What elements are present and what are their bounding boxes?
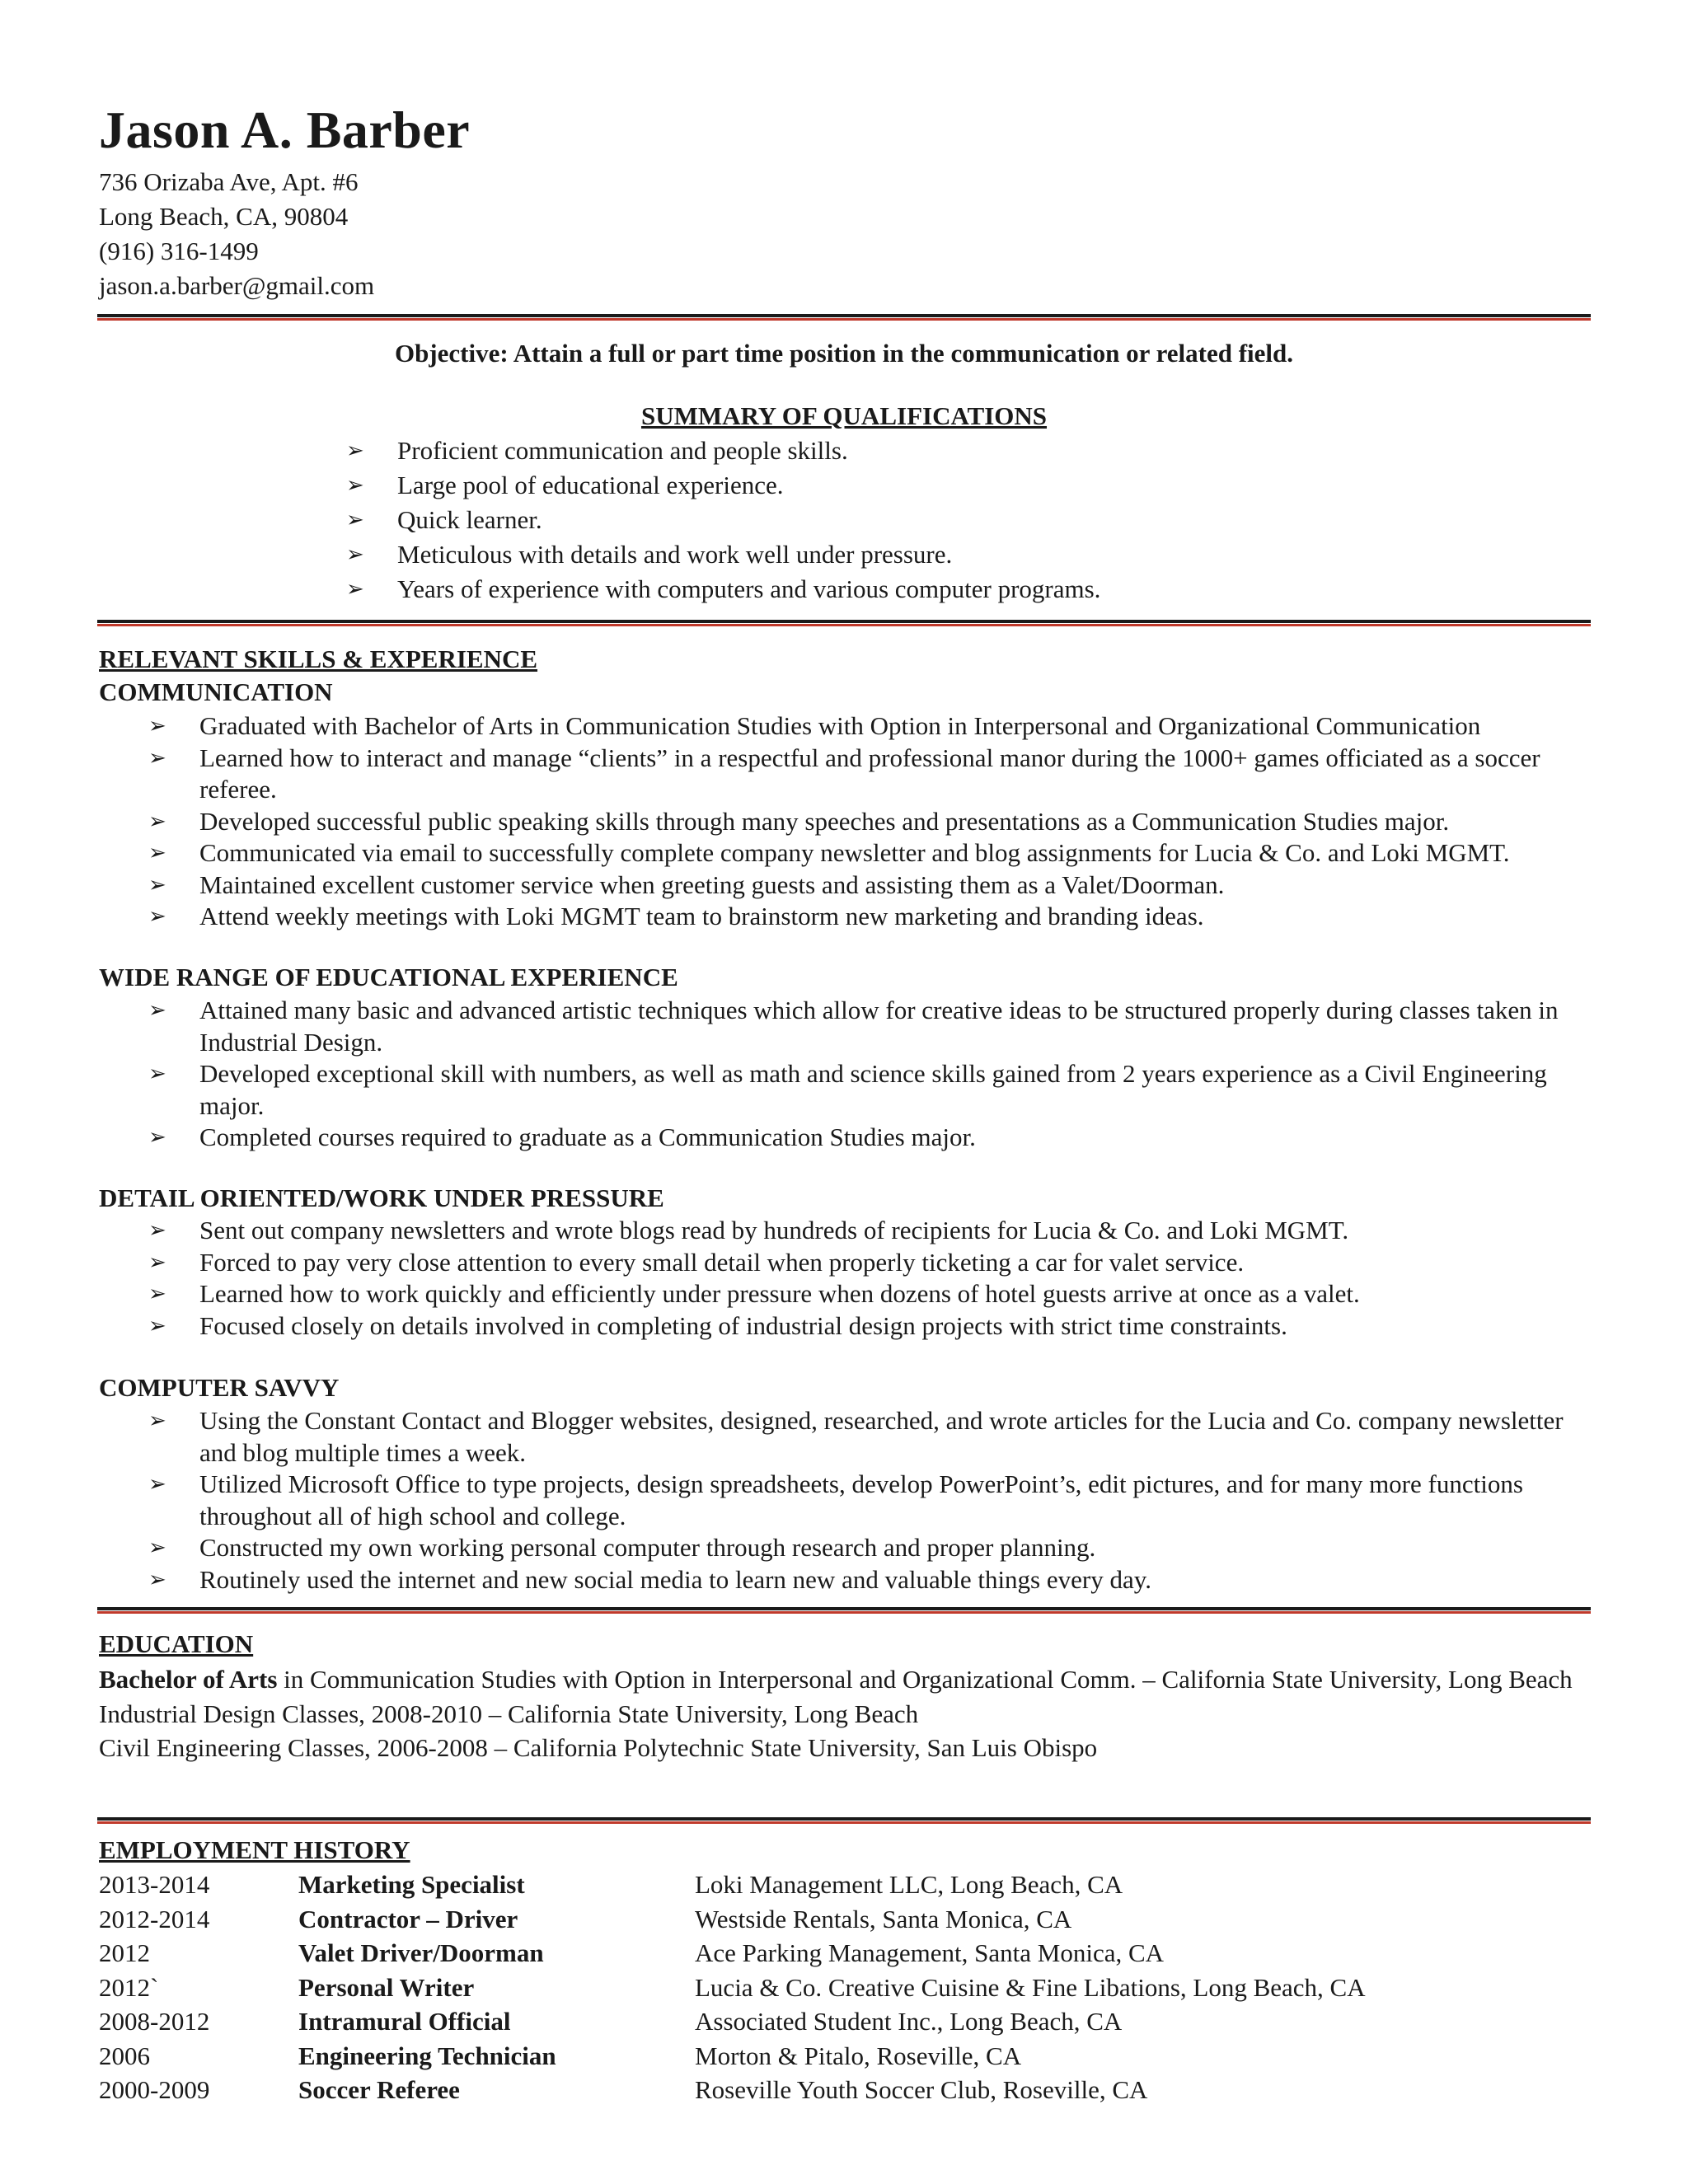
arrow-bullet-icon: ➢ bbox=[148, 1313, 166, 1338]
address-line-2: Long Beach, CA, 90804 bbox=[99, 202, 349, 231]
degree-title: Bachelor of Arts bbox=[99, 1665, 278, 1694]
arrow-bullet-icon: ➢ bbox=[148, 1062, 166, 1086]
resume-page: Jason A. Barber 736 Orizaba Ave, Apt. #6 Long Beach, CA, 90804 (916) 316-1499 jason.a.barber@gmail.com Objective: Attain a full or part time position in the communication or related field. SUMMARY OF QUALIFICATIONS ➢ Proficient communication and people skills. ➢ Large pool of educational experience. ➢ Quick learner. ➢ Meticulous with details and work well under pressure. ➢ Years of experience with computers and various computer programs. RELEVANT SKILLS & EXPERIENCE COMMUNICATION ➢ Graduated with Bachelor of Arts in Communication Studies with Option in Interpersonal and Organizational Communication ➢ Learned how to interact and manage “clients” in a respectful and professional manor during the 1000+ games officiated as a soccer referee. ➢ Developed successful public speaking skills through many speeches and presentations as a Communication Studies major. ➢ Communicated via email to successfully complete company newsletter and blog assignments for Lucia & Co. and Loki MGMT. ➢ Maintained excellent customer service when greeting guests and assisting them as a Valet/Doorman. ➢ Attend weekly meetings with Loki MGMT team to brainstorm new marketing and branding ideas. WIDE RANGE OF EDUCATIONAL EXPERIENCE ➢ Attained many basic and advanced artistic techniques which allow for creative ideas to be structured properly during classes taken in Industrial Design. ➢ Developed exceptional skill with numbers, as well as math and science skills gained from 2 years experience as a Civil Engineering major. ➢ Completed courses required to graduate as a Communication Studies major. DETAIL ORIENTED/WORK UNDER PRESSURE ➢ Sent out company newsletters and wrote blogs read by hundreds of recipients for Lucia & Co. and Loki MGMT. ➢ Forced to pay very close attention to every small detail when properly ticketing a car for valet service. ➢ Learned how to work quickly and efficiently under pressure when dozens of hotel guests arrive at once as a valet. ➢ Focused closely on details involved in completing of industrial design projects with strict time constraints. COMPUTER SAVVY ➢ Using the Constant Contact and Blogger websites, designed, researched, and wrote articles for the Lucia and Co. company newsletter and blog multiple times a week. ➢ Utilized Microsoft Office to type projects, design spreadsheets, develop PowerPoint’s, edit pictures, and for many more functions throughout all of high school and college. ➢ Constructed my own working personal computer through research and proper planning. ➢ Routinely used the internet and new social media to learn new and valuable things every day. EDUCATION Bachelor of Arts in Communication Studies with Option in Interpersonal and Organizational Comm. – California State University, Long Beach Industrial Design Classes, 2008-2010 – California State University, Long Beach Civil Engineering Classes, 2006-2008 – California Polytechnic State University, San Luis Obispo EMPLOYMENT HISTORY 2013-2014 Marketing Specialist Loki Management LLC, Long Beach, CA 2012-2014 Contractor – Driver Westside Rentals, Santa Monica, CA 2012 Valet Driver/Doorman Ace Parking Management, Santa Monica, CA 2012` Personal Writer Lucia & Co. Creative Cuisine & Fine Libations, Long Beach, CA 2008-2012 Intramural Official Associated Student Inc., Long Beach, CA 2006 Engineering Technician Morton & Pitalo, Roseville, CA 2000-2009 Soccer Referee Roseville Youth Soccer Club, Roseville, CA bbox=[0, 0, 1688, 2184]
summary-list bbox=[346, 434, 1100, 607]
detail-oriented-heading: DETAIL ORIENTED/WORK UNDER PRESSURE bbox=[99, 1183, 664, 1212]
computer-savvy-list bbox=[148, 1405, 1599, 1596]
arrow-bullet-icon: ➢ bbox=[148, 714, 166, 738]
list-item: ➢ Routinely used the internet and new social media to learn new and valuable things every day. bbox=[148, 1564, 1599, 1596]
email-address: jason.a.barber@gmail.com bbox=[99, 271, 375, 300]
arrow-bullet-icon: ➢ bbox=[148, 1218, 166, 1243]
arrow-bullet-icon: ➢ bbox=[148, 841, 166, 865]
list-item: ➢ Constructed my own working personal computer through research and proper planning. bbox=[148, 1532, 1599, 1564]
arrow-bullet-icon: ➢ bbox=[346, 438, 364, 463]
employment-heading: EMPLOYMENT HISTORY bbox=[99, 1835, 410, 1864]
arrow-bullet-icon: ➢ bbox=[148, 745, 166, 771]
contact-block bbox=[99, 165, 374, 303]
address-line-1: 736 Orizaba Ave, Apt. #6 bbox=[99, 167, 359, 196]
phone-number: (916) 316-1499 bbox=[99, 237, 259, 265]
communication-list bbox=[148, 710, 1599, 933]
arrow-bullet-icon: ➢ bbox=[148, 1535, 166, 1560]
arrow-bullet-icon: ➢ bbox=[346, 542, 364, 567]
arrow-bullet-icon: ➢ bbox=[148, 808, 166, 834]
arrow-bullet-icon: ➢ bbox=[346, 577, 364, 602]
arrow-bullet-icon: ➢ bbox=[148, 872, 166, 898]
education-divider bbox=[97, 1817, 1591, 1824]
list-item: ➢ Proficient communication and people skills. bbox=[346, 434, 1100, 468]
list-item: ➢ Using the Constant Contact and Blogger websites, designed, researched, and wrote articles for the Lucia and Co. company newsletter and blog multiple times a week. bbox=[148, 1406, 1564, 1467]
arrow-bullet-icon: ➢ bbox=[148, 1249, 166, 1275]
summary-heading: SUMMARY OF QUALIFICATIONS bbox=[640, 401, 1048, 430]
summary-divider bbox=[97, 620, 1591, 626]
list-item: ➢ Sent out company newsletters and wrote blogs read by hundreds of recipients for Lucia & Co. and Loki MGMT. bbox=[148, 1215, 1599, 1247]
arrow-bullet-icon: ➢ bbox=[148, 1282, 166, 1306]
list-item: ➢ Maintained excellent customer service when greeting guests and assisting them as a Valet/Doorman. bbox=[148, 869, 1599, 902]
degree-detail: in Communication Studies with Option in Interpersonal and Organizational Comm. – California State University, Long Beach bbox=[277, 1665, 1573, 1694]
list-item: ➢ Learned how to interact and manage “clients” in a respectful and professional manor during the 1000+ games officiated as a soccer referee. bbox=[148, 743, 1540, 804]
industrial-design-line: Industrial Design Classes, 2008-2010 – California State University, Long Beach bbox=[99, 1699, 919, 1728]
communication-heading: COMMUNICATION bbox=[99, 677, 333, 706]
arrow-bullet-icon: ➢ bbox=[148, 1567, 166, 1592]
objective-statement: Objective: Attain a full or part time position in the communication or related field. bbox=[394, 339, 1294, 368]
degree-line bbox=[99, 1662, 1591, 1697]
skills-divider bbox=[97, 1607, 1591, 1614]
list-item: ➢ Quick learner. bbox=[346, 503, 1100, 537]
arrow-bullet-icon: ➢ bbox=[346, 508, 364, 532]
detail-oriented-list bbox=[148, 1215, 1599, 1342]
arrow-bullet-icon: ➢ bbox=[148, 1408, 166, 1433]
list-item: ➢ Learned how to work quickly and efficiently under pressure when dozens of hotel guests arrive at once as a valet. bbox=[148, 1278, 1599, 1310]
arrow-bullet-icon: ➢ bbox=[148, 1125, 166, 1150]
list-item: ➢ Large pool of educational experience. bbox=[346, 468, 1100, 503]
list-item: ➢ Attend weekly meetings with Loki MGMT team to brainstorm new marketing and branding ideas. bbox=[148, 901, 1599, 933]
list-item: ➢ Utilized Microsoft Office to type projects, design spreadsheets, develop PowerPoint’s, edit pictures, and for many more functions throughout all of high school and college. bbox=[148, 1469, 1523, 1530]
computer-savvy-heading: COMPUTER SAVVY bbox=[99, 1373, 340, 1402]
arrow-bullet-icon: ➢ bbox=[346, 473, 364, 498]
education-heading: EDUCATION bbox=[99, 1629, 254, 1658]
list-item: ➢ Developed successful public speaking skills through many speeches and presentations as a Communication Studies major. bbox=[148, 806, 1599, 838]
list-item: ➢ Graduated with Bachelor of Arts in Communication Studies with Option in Interpersonal and Organizational Communication bbox=[148, 710, 1599, 743]
list-item: ➢ Years of experience with computers and various computer programs. bbox=[346, 572, 1100, 607]
list-item: ➢ Meticulous with details and work well under pressure. bbox=[346, 537, 1100, 572]
list-item: ➢ Focused closely on details involved in completing of industrial design projects with strict time constraints. bbox=[148, 1310, 1599, 1343]
civil-engineering-line: Civil Engineering Classes, 2006-2008 – California Polytechnic State University, San Luis Obispo bbox=[99, 1733, 1098, 1762]
list-item: ➢ Communicated via email to successfully complete company newsletter and blog assignments for Lucia & Co. and Loki MGMT. bbox=[148, 837, 1599, 869]
education-block bbox=[99, 1662, 1591, 1765]
educational-experience-heading: WIDE RANGE OF EDUCATIONAL EXPERIENCE bbox=[99, 963, 678, 991]
arrow-bullet-icon: ➢ bbox=[148, 1472, 166, 1497]
skills-heading: RELEVANT SKILLS & EXPERIENCE bbox=[99, 644, 538, 673]
header-divider bbox=[97, 314, 1591, 321]
list-item: ➢ Attained many basic and advanced artistic techniques which allow for creative ideas to be structured properly during classes taken in Industrial Design. bbox=[148, 996, 1559, 1057]
resume-name: Jason A. Barber bbox=[99, 101, 471, 159]
list-item: ➢ Developed exceptional skill with numbers, as well as math and science skills gained from 2 years experience as a Civil Engineering major. bbox=[148, 1059, 1547, 1120]
arrow-bullet-icon: ➢ bbox=[148, 998, 166, 1023]
list-item: ➢ Completed courses required to graduate as a Communication Studies major. bbox=[148, 1122, 1599, 1154]
list-item: ➢ Forced to pay very close attention to every small detail when properly ticketing a car for valet service. bbox=[148, 1247, 1599, 1279]
educational-experience-list bbox=[148, 995, 1599, 1154]
arrow-bullet-icon: ➢ bbox=[148, 904, 166, 929]
